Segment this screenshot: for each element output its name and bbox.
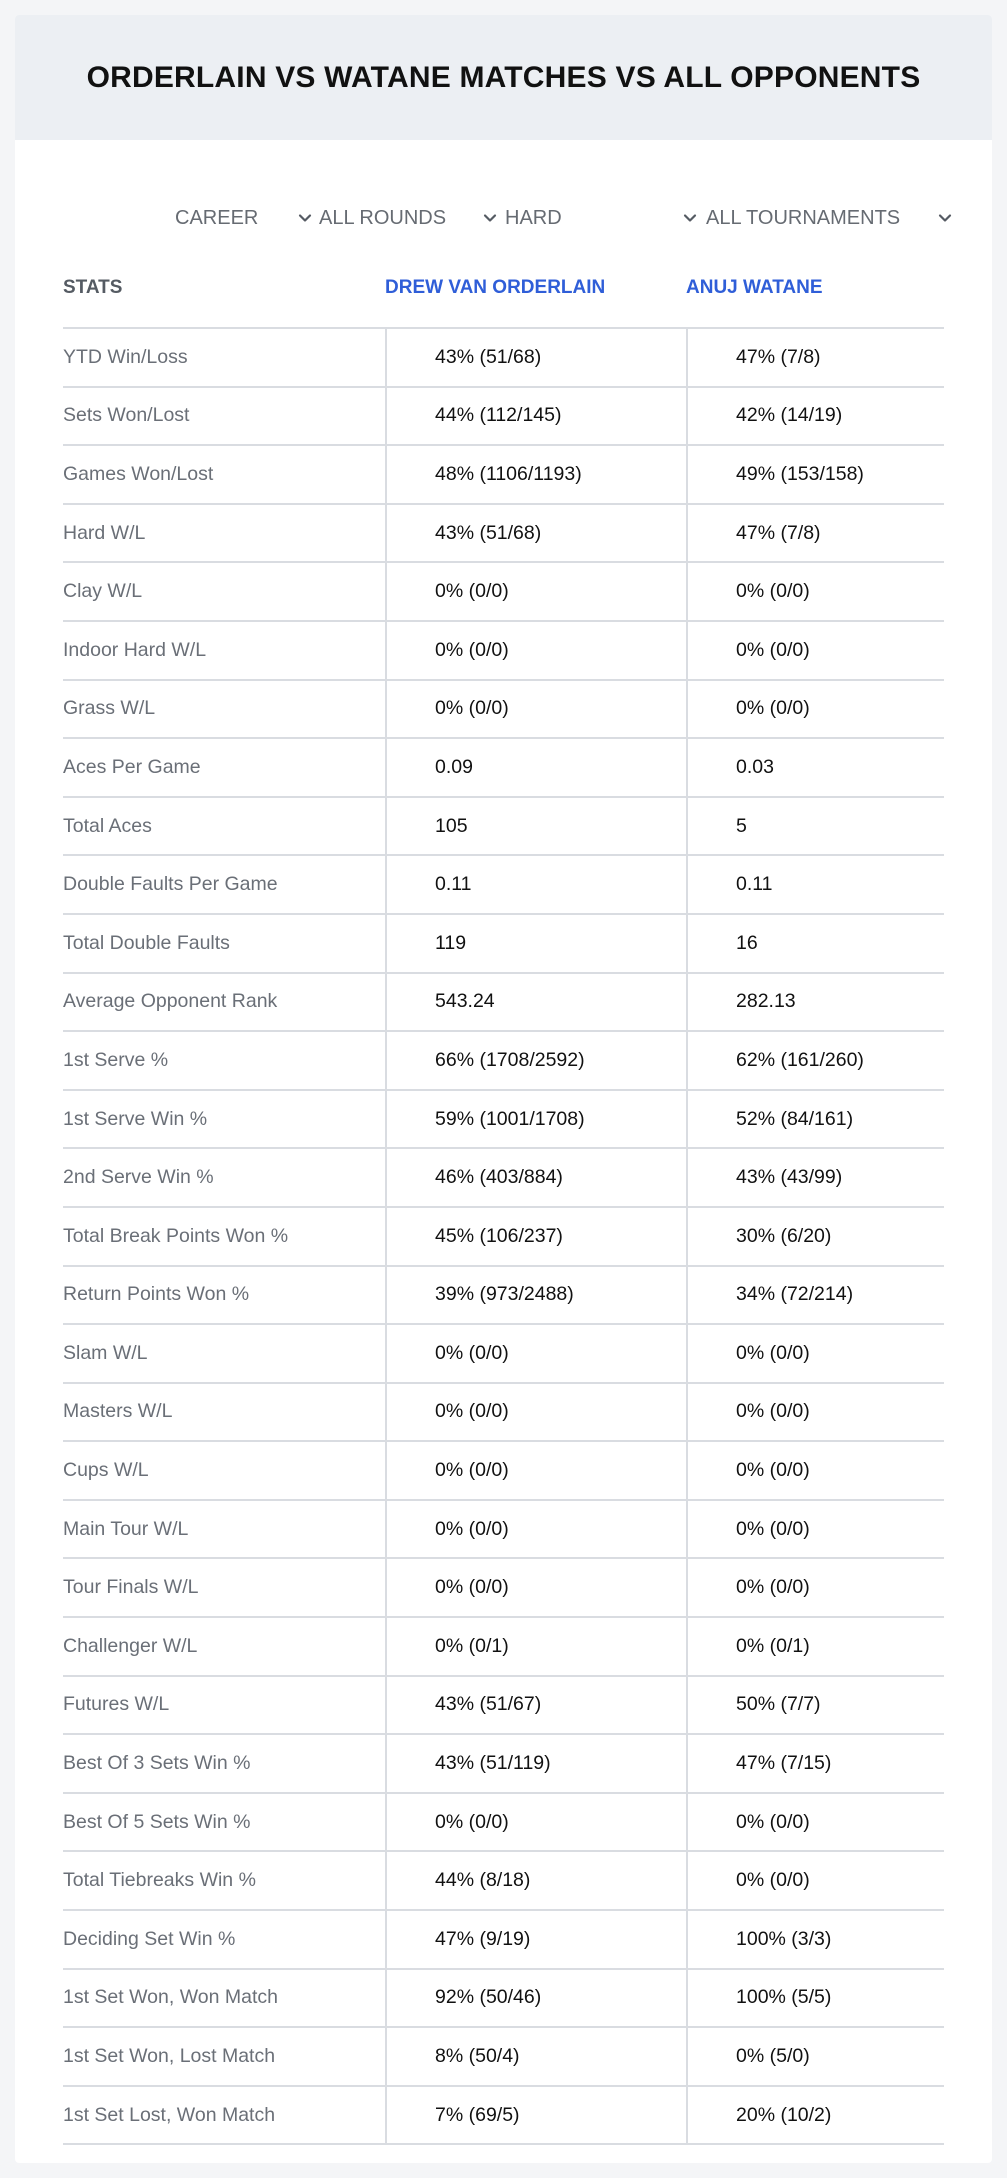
- table-row: [63, 2028, 944, 2087]
- stats-card: [15, 15, 992, 2163]
- stat-label: 2nd Serve Win %: [63, 1166, 214, 1189]
- table-row: [63, 1852, 944, 1911]
- player1-stat-value: 45% (106/237): [385, 1208, 686, 1265]
- stat-label: Clay W/L: [63, 580, 143, 603]
- table-row: [63, 974, 944, 1033]
- player1-stat-value: 543.24: [385, 974, 686, 1031]
- player1-stat-value: 44% (8/18): [385, 1852, 686, 1909]
- player1-stat-value: 92% (50/46): [385, 1970, 686, 2027]
- player2-stat-value: 0% (0/1): [686, 1618, 944, 1675]
- player2-stat-value: 34% (72/214): [686, 1267, 944, 1324]
- stat-label: Main Tour W/L: [63, 1517, 189, 1540]
- table-row: [63, 563, 944, 622]
- stats-table: [63, 248, 944, 2145]
- stats-column-header: STATS: [63, 276, 123, 298]
- table-header-row: [63, 248, 944, 327]
- table-row: [63, 681, 944, 740]
- stat-label: Tour Finals W/L: [63, 1576, 199, 1599]
- stat-label: 1st Serve %: [63, 1048, 169, 1071]
- table-row: [63, 915, 944, 974]
- player1-stat-value: 0% (0/0): [385, 1501, 686, 1558]
- stat-label: Challenger W/L: [63, 1634, 198, 1657]
- player2-stat-value: 47% (7/15): [686, 1735, 944, 1792]
- player2-stat-value: 100% (3/3): [686, 1911, 944, 1968]
- stat-label: Return Points Won %: [63, 1283, 250, 1306]
- stat-label: Deciding Set Win %: [63, 1927, 236, 1950]
- table-row: [63, 388, 944, 447]
- player1-stat-value: 0.11: [385, 856, 686, 913]
- stat-label: Cups W/L: [63, 1459, 149, 1482]
- table-row: [63, 1911, 944, 1970]
- player1-stat-value: 39% (973/2488): [385, 1267, 686, 1324]
- stat-label: Futures W/L: [63, 1693, 170, 1716]
- table-row: [63, 1794, 944, 1853]
- player1-stat-value: 0% (0/0): [385, 1325, 686, 1382]
- player2-stat-value: 5: [686, 798, 944, 855]
- player1-stat-value: 0% (0/0): [385, 563, 686, 620]
- player2-stat-value: 0% (0/0): [686, 622, 944, 679]
- player2-stat-value: 16: [686, 915, 944, 972]
- table-row: [63, 1091, 944, 1150]
- table-row: [63, 739, 944, 798]
- table-row: [63, 622, 944, 681]
- player2-stat-value: 62% (161/260): [686, 1032, 944, 1089]
- table-row: [63, 1267, 944, 1326]
- player2-column-header[interactable]: ANUJ WATANE: [686, 276, 823, 298]
- table-body: [63, 327, 944, 2145]
- player1-stat-value: 46% (403/884): [385, 1149, 686, 1206]
- table-row: [63, 505, 944, 564]
- table-row: [63, 1442, 944, 1501]
- player1-stat-value: 44% (112/145): [385, 388, 686, 445]
- surface-filter-dropdown[interactable]: [505, 193, 698, 243]
- rounds-filter-value: ALL ROUNDS: [319, 206, 447, 229]
- stat-label: Games Won/Lost: [63, 462, 214, 485]
- tournaments-filter-dropdown[interactable]: [706, 193, 953, 243]
- player2-stat-value: 0% (0/0): [686, 1384, 944, 1441]
- player2-stat-value: 0% (0/0): [686, 1442, 944, 1499]
- stat-label: Total Break Points Won %: [63, 1224, 289, 1247]
- table-row: [63, 1559, 944, 1618]
- stat-label: 1st Serve Win %: [63, 1107, 208, 1130]
- player1-stat-value: 0% (0/1): [385, 1618, 686, 1675]
- table-row: [63, 798, 944, 857]
- table-row: [63, 2087, 944, 2146]
- player2-stat-value: 47% (7/8): [686, 505, 944, 562]
- page-title: ORDERLAIN VS WATANE MATCHES VS ALL OPPONENTS: [86, 60, 921, 94]
- player1-stat-value: 0.09: [385, 739, 686, 796]
- chevron-down-icon: [937, 210, 953, 226]
- table-row: [63, 1149, 944, 1208]
- player2-stat-value: 0% (0/0): [686, 681, 944, 738]
- player2-stat-value: 100% (5/5): [686, 1970, 944, 2027]
- table-row: [63, 1032, 944, 1091]
- stat-label: Double Faults Per Game: [63, 873, 278, 896]
- player1-stat-value: 0% (0/0): [385, 1384, 686, 1441]
- stat-label: Hard W/L: [63, 521, 146, 544]
- table-row: [63, 1384, 944, 1443]
- player2-stat-value: 0% (0/0): [686, 1794, 944, 1851]
- table-row: [63, 1208, 944, 1267]
- card-header: [15, 15, 992, 140]
- stat-label: Aces Per Game: [63, 755, 201, 778]
- stat-label: 1st Set Won, Lost Match: [63, 2045, 276, 2068]
- player1-stat-value: 8% (50/4): [385, 2028, 686, 2085]
- player2-stat-value: 0% (5/0): [686, 2028, 944, 2085]
- player2-stat-value: 0% (0/0): [686, 1559, 944, 1616]
- player2-stat-value: 49% (153/158): [686, 446, 944, 503]
- stat-label: Total Tiebreaks Win %: [63, 1869, 256, 1892]
- player1-stat-value: 105: [385, 798, 686, 855]
- player2-stat-value: 42% (14/19): [686, 388, 944, 445]
- stat-label: 1st Set Lost, Won Match: [63, 2103, 276, 2126]
- stat-label: Sets Won/Lost: [63, 404, 190, 427]
- player1-stat-value: 0% (0/0): [385, 681, 686, 738]
- table-row: [63, 446, 944, 505]
- player1-stat-value: 59% (1001/1708): [385, 1091, 686, 1148]
- table-row: [63, 1325, 944, 1384]
- stat-label: Total Aces: [63, 814, 152, 837]
- player1-stat-value: 48% (1106/1193): [385, 446, 686, 503]
- player2-stat-value: 52% (84/161): [686, 1091, 944, 1148]
- player1-stat-value: 0% (0/0): [385, 1442, 686, 1499]
- player2-stat-value: 47% (7/8): [686, 329, 944, 386]
- player1-stat-value: 47% (9/19): [385, 1911, 686, 1968]
- player1-stat-value: 43% (51/68): [385, 329, 686, 386]
- player1-stat-value: 43% (51/67): [385, 1677, 686, 1734]
- player1-stat-value: 66% (1708/2592): [385, 1032, 686, 1089]
- stat-label: Average Opponent Rank: [63, 990, 278, 1013]
- table-row: [63, 1970, 944, 2029]
- stat-label: YTD Win/Loss: [63, 345, 188, 368]
- player1-stat-value: 0% (0/0): [385, 622, 686, 679]
- table-row: [63, 1735, 944, 1794]
- player2-stat-value: 50% (7/7): [686, 1677, 944, 1734]
- rounds-filter-dropdown[interactable]: [319, 193, 498, 243]
- filter-bar: [15, 193, 992, 243]
- stat-label: Grass W/L: [63, 697, 156, 720]
- player1-stat-value: 0% (0/0): [385, 1794, 686, 1851]
- player2-stat-value: 0% (0/0): [686, 1852, 944, 1909]
- table-row: [63, 856, 944, 915]
- stat-label: Best Of 3 Sets Win %: [63, 1752, 251, 1775]
- career-filter-dropdown[interactable]: [175, 193, 313, 243]
- player1-stat-value: 43% (51/119): [385, 1735, 686, 1792]
- player2-stat-value: 282.13: [686, 974, 944, 1031]
- surface-filter-value: HARD: [505, 206, 562, 229]
- stat-label: Masters W/L: [63, 1400, 173, 1423]
- player2-stat-value: 0.11: [686, 856, 944, 913]
- table-row: [63, 1618, 944, 1677]
- player1-stat-value: 119: [385, 915, 686, 972]
- player2-stat-value: 0.03: [686, 739, 944, 796]
- career-filter-value: CAREER: [175, 206, 259, 229]
- chevron-down-icon: [297, 210, 313, 226]
- chevron-down-icon: [482, 210, 498, 226]
- player1-stat-value: 0% (0/0): [385, 1559, 686, 1616]
- player2-stat-value: 43% (43/99): [686, 1149, 944, 1206]
- stat-label: 1st Set Won, Won Match: [63, 1986, 278, 2009]
- table-row: [63, 1501, 944, 1560]
- stat-label: Indoor Hard W/L: [63, 638, 207, 661]
- player1-stat-value: 43% (51/68): [385, 505, 686, 562]
- player1-stat-value: 7% (69/5): [385, 2087, 686, 2144]
- player2-stat-value: 30% (6/20): [686, 1208, 944, 1265]
- stat-label: Slam W/L: [63, 1341, 148, 1364]
- tournaments-filter-value: ALL TOURNAMENTS: [706, 206, 901, 229]
- player2-stat-value: 0% (0/0): [686, 1325, 944, 1382]
- chevron-down-icon: [682, 210, 698, 226]
- player1-column-header[interactable]: DREW VAN ORDERLAIN: [385, 276, 606, 298]
- stat-label: Total Double Faults: [63, 931, 230, 954]
- table-row: [63, 329, 944, 388]
- player2-stat-value: 20% (10/2): [686, 2087, 944, 2144]
- table-row: [63, 1677, 944, 1736]
- stat-label: Best Of 5 Sets Win %: [63, 1810, 251, 1833]
- player2-stat-value: 0% (0/0): [686, 563, 944, 620]
- player2-stat-value: 0% (0/0): [686, 1501, 944, 1558]
